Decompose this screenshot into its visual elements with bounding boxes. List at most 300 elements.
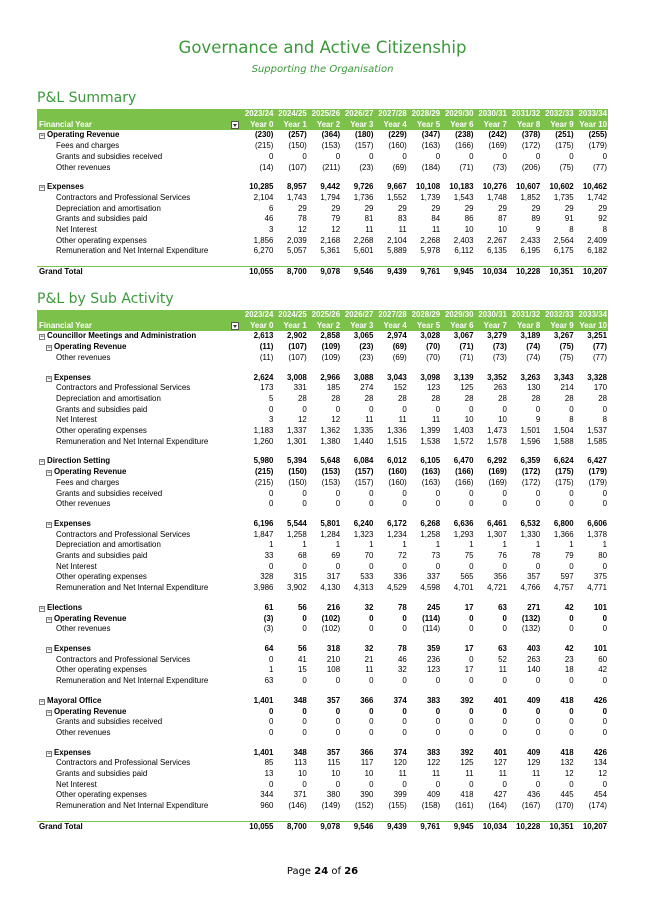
value-cell: 17 [464,665,474,675]
group-row [37,182,608,193]
value-cell: 41 [297,654,307,664]
header-year-label: Year 5 [408,120,441,131]
value-cell: 1 [535,540,541,550]
value-cell: 9,761 [408,267,441,278]
value-cell: 113 [294,758,307,768]
spacer-cell [37,364,608,373]
row-label-cell [37,748,241,759]
value-cell: 1,736 [353,192,374,202]
value-cell: 0 [302,561,307,571]
value-cell: 399 [393,790,407,800]
value-cell: 1,301 [286,436,307,446]
value-cell: 0 [402,613,407,623]
value-cell: 42 [598,665,607,675]
value-cell: 356 [493,572,507,582]
value-cell: 0 [602,499,607,509]
value-cell: 1,552 [387,192,407,202]
value-cell: 9,546 [341,267,374,278]
value-cell: 0 [369,613,374,623]
collapse-icon[interactable]: − [47,709,51,716]
value-cell: 5,978 [420,246,441,256]
value-cell: 0 [602,779,607,789]
value-cell: 1,440 [353,436,374,446]
value-cell: 3,343 [553,372,574,382]
value-cell: 0 [469,717,474,727]
group-row [37,467,608,478]
value-cell: 0 [502,706,507,716]
value-cell: 409 [527,747,541,757]
value-cell: 0 [502,499,507,509]
collapse-icon[interactable]: − [47,375,51,382]
value-cell: 0 [402,151,407,161]
row-label-cell [37,415,241,426]
value-cell: 21 [364,654,374,664]
value-cell: 375 [593,572,607,582]
value-cell: 1,234 [387,529,407,539]
table-row [37,717,608,728]
value-cell: (169) [488,467,507,477]
row-label: Other operating expenses [56,572,147,582]
value-cell: 0 [402,717,407,727]
value-cell: 1,258 [420,529,441,539]
value-cell: 28 [398,393,407,403]
collapse-icon[interactable]: − [47,521,51,528]
collapse-icon[interactable]: − [40,334,44,341]
value-cell: (169) [488,141,507,151]
value-cell: 1,378 [587,529,607,539]
group-row [37,519,608,530]
value-cell: 2,268 [353,235,374,245]
row-label-cell [37,193,241,204]
value-cell: 29 [598,203,607,213]
value-cell: 9,761 [408,821,441,832]
value-cell: 0 [335,561,341,571]
page-total: 26 [344,866,359,877]
value-cell: 87 [498,214,507,224]
value-cell: 11 [365,225,374,235]
row-label: Operating Revenue [54,342,127,352]
value-cell: 0 [569,499,574,509]
value-cell: 401 [493,747,507,757]
row-label-cell [37,530,241,541]
value-cell: 3,902 [286,583,307,593]
value-cell: 2,902 [286,331,307,341]
value-cell: 392 [460,747,474,757]
value-cell: 9,442 [320,182,341,192]
row-label-cell [37,624,241,635]
value-cell: (211) [322,162,341,172]
value-cell: 263 [527,654,541,664]
value-cell: 0 [469,676,474,686]
value-cell: 63 [264,676,274,686]
row-label-cell [37,696,241,707]
value-cell: 1,856 [253,235,274,245]
value-cell: 348 [293,695,307,705]
value-cell: (175) [555,477,574,487]
value-cell: (14) [259,162,274,172]
value-cell: (179) [588,467,607,477]
value-cell: 0 [302,676,307,686]
value-cell: 0 [469,561,474,571]
row-label-cell [37,130,241,141]
value-cell: 0 [369,488,374,498]
value-cell: 0 [469,624,474,634]
row-label: Net Interest [56,225,97,235]
value-cell: 0 [435,404,441,414]
value-cell: 134 [593,758,607,768]
value-cell: (107) [288,162,307,172]
table-row [37,437,608,448]
value-cell: 84 [431,214,441,224]
header-year-label: Year 4 [374,120,407,131]
value-cell: 4,529 [387,583,407,593]
value-cell: 348 [293,747,307,757]
spacer-row [37,739,608,748]
value-cell: 123 [427,665,441,675]
value-cell: 2,039 [286,235,307,245]
value-cell: 11 [398,225,407,235]
row-label-cell [37,499,241,510]
value-cell: 2,974 [387,331,407,341]
value-cell: 8 [569,415,574,425]
value-cell: 23 [564,654,574,664]
value-cell: 0 [469,727,474,737]
value-cell: 3,098 [420,372,441,382]
value-cell: 0 [402,676,407,686]
value-cell: (169) [488,477,507,487]
value-cell: 85 [264,758,274,768]
collapse-icon[interactable]: − [47,470,51,477]
value-cell: 0 [402,561,407,571]
table-row [37,499,608,510]
value-cell: 0 [502,151,507,161]
value-cell: (170) [555,801,574,811]
row-label-cell [37,655,241,666]
row-label-cell [37,394,241,405]
summary-table [37,109,608,278]
value-cell: 10,351 [541,267,574,278]
value-cell: 10,285 [249,182,274,192]
value-cell: 371 [293,790,307,800]
row-label-cell [37,572,241,583]
table-row [37,415,608,426]
value-cell: 1,330 [520,529,541,539]
table-row [37,163,608,174]
row-label: Grants and subsidies received [56,488,163,498]
value-cell: 6,270 [253,246,274,256]
row-label: Contractors and Professional Services [56,758,191,768]
value-cell: 10,276 [482,182,507,192]
row-label: Grants and subsidies paid [56,551,148,561]
value-cell: 10,207 [575,267,608,278]
value-cell: 2,966 [320,372,341,382]
value-cell: (74) [526,342,541,352]
value-cell: 1,366 [553,529,574,539]
row-label: Other operating expenses [56,665,147,675]
row-label: Other revenues [56,499,111,509]
page-number: 24 [314,866,329,877]
value-cell: 8,700 [274,821,307,832]
value-cell: 359 [427,643,441,653]
header-year: 2029/30 [441,109,474,120]
table-row [37,780,608,791]
value-cell: 1,401 [253,695,274,705]
value-cell: 0 [335,706,341,716]
value-cell: 0 [268,488,274,498]
value-cell: 4,701 [453,583,474,593]
collapse-icon[interactable]: − [47,616,51,623]
value-cell: 42 [564,643,574,653]
value-cell: 32 [364,643,374,653]
value-cell: 9,667 [387,182,407,192]
header-year-label: Year 9 [541,321,574,332]
value-cell: 173 [260,383,274,393]
value-cell: 1,337 [286,426,307,436]
row-label-cell [37,426,241,437]
value-cell: 28 [598,393,607,403]
value-cell: 185 [326,383,341,393]
value-cell: 6,135 [487,246,507,256]
row-label: Other revenues [56,727,111,737]
table-row [37,141,608,152]
spacer-row [37,687,608,696]
value-cell: 0 [268,404,274,414]
value-cell: 1 [602,540,607,550]
value-cell: 9,078 [308,821,341,832]
value-cell: (172) [521,477,541,487]
header-year: 2024/25 [274,310,307,321]
value-cell: 6,268 [420,518,441,528]
value-cell: 6,470 [453,456,474,466]
value-cell: 70 [364,551,374,561]
header-year-label: Year 2 [308,120,341,131]
collapse-icon[interactable]: − [47,750,51,757]
value-cell: 0 [502,717,507,727]
value-cell: 12 [564,769,574,779]
collapse-icon[interactable]: − [40,133,44,140]
value-cell: 0 [602,624,607,634]
value-cell: 3,008 [286,372,307,382]
value-cell: 0 [435,561,441,571]
row-label: Depreciation and amortisation [56,393,161,403]
value-cell: 0 [469,613,474,623]
value-cell: 29 [297,203,307,213]
value-cell: 374 [393,695,407,705]
value-cell: 0 [602,613,607,623]
value-cell: 427 [493,790,507,800]
value-cell: 0 [268,727,274,737]
value-cell: (74) [526,352,541,362]
value-cell: (179) [588,141,607,151]
collapse-icon[interactable]: − [40,605,44,612]
value-cell: 436 [527,790,541,800]
value-cell: (174) [588,801,607,811]
value-cell: 383 [427,695,441,705]
value-cell: 3 [268,225,274,235]
row-label: Operating Revenue [54,613,127,623]
header-year: 2030/31 [475,109,508,120]
group-row [37,456,608,467]
header-year: 2032/33 [541,109,574,120]
header-year: 2032/33 [541,310,574,321]
collapse-icon[interactable]: − [40,698,44,705]
value-cell: 6,195 [520,246,541,256]
row-label: Expenses [47,182,84,192]
row-label: Remuneration and Net Internal Expenditure [56,436,209,446]
row-label: Other operating expenses [56,235,147,245]
value-cell: (163) [421,467,441,477]
value-cell: 409 [427,790,441,800]
table-row [37,405,608,416]
value-cell: 0 [268,654,274,664]
value-cell: 426 [593,747,607,757]
spacer-cell [37,635,608,644]
value-cell: 3,279 [487,331,507,341]
row-label: Elections [47,602,83,612]
value-cell: 1,401 [253,747,274,757]
table-row [37,572,608,583]
value-cell: 10,108 [416,182,441,192]
header-year: 2024/25 [274,109,307,120]
row-label-cell [37,405,241,416]
value-cell: 357 [326,695,341,705]
value-cell: 101 [593,643,607,653]
value-cell: 3,352 [487,372,507,382]
value-cell: 10,351 [541,821,574,832]
table-row [37,728,608,739]
value-cell: (109) [321,342,341,352]
value-cell: 0 [369,499,374,509]
value-cell: 10,034 [475,267,508,278]
value-cell: 3,328 [587,372,607,382]
value-cell: 426 [593,695,607,705]
value-cell: 3,251 [587,331,607,341]
value-cell: 0 [335,779,341,789]
value-cell: 6,606 [587,518,607,528]
value-cell: 0 [369,151,374,161]
header-year-label: Year 0 [241,321,274,332]
value-cell: (160) [388,477,407,487]
value-cell: 1,537 [587,426,607,436]
value-cell: 10 [297,769,307,779]
collapse-icon[interactable]: − [47,646,51,653]
row-label-cell [37,801,241,812]
value-cell: 10,228 [508,267,541,278]
value-cell: 0 [535,779,541,789]
filter-dropdown-icon[interactable] [231,322,239,330]
value-cell: 10 [464,415,474,425]
value-cell: (69) [392,342,407,352]
value-cell: 1,336 [387,426,407,436]
value-cell: (114) [422,613,441,623]
table-row [37,353,608,364]
table-row [37,676,608,687]
value-cell: 69 [331,551,341,561]
row-label: Fees and charges [56,141,120,151]
value-cell: 117 [360,758,374,768]
page-title: Governance and Active Citizenship [178,38,467,57]
value-cell: 28 [364,393,374,403]
value-cell: 0 [369,561,374,571]
value-cell: 0 [402,499,407,509]
value-cell: 357 [527,572,541,582]
header-year: 2026/27 [341,310,374,321]
spacer-cell [37,812,608,822]
collapse-icon[interactable]: − [40,459,44,466]
value-cell: 3,189 [520,331,541,341]
value-cell: 10 [498,225,507,235]
header-row-labels [37,321,608,332]
spacer-row [37,510,608,519]
row-label: Other revenues [56,352,111,362]
value-cell: 78 [398,643,407,653]
value-cell: 0 [569,488,574,498]
header-row-years [37,109,608,120]
value-cell: 245 [427,602,441,612]
value-cell: 80 [598,551,607,561]
value-cell: 2,104 [253,192,274,202]
value-cell: 0 [502,488,507,498]
header-year-label: Year 6 [441,321,474,332]
value-cell: 10,228 [508,821,541,832]
value-cell: (152) [355,801,374,811]
value-cell: 0 [435,488,441,498]
value-cell: 11 [465,769,474,779]
value-cell: 533 [360,572,374,582]
value-cell: 318 [326,643,341,653]
value-cell: 0 [369,676,374,686]
filter-dropdown-icon[interactable] [231,121,239,129]
value-cell: (73) [492,342,507,352]
value-cell: 10,602 [549,182,574,192]
row-label: Operating Revenue [54,706,127,716]
value-cell: 337 [427,572,441,582]
row-label: Other operating expenses [56,426,147,436]
header-year: 2023/24 [241,310,274,321]
value-cell: 91 [564,214,574,224]
value-cell: 0 [535,488,541,498]
row-label: Grand Total [39,821,83,831]
value-cell: (215) [254,467,274,477]
value-cell: 78 [398,602,407,612]
header-year-label: Year 7 [475,321,508,332]
header-year: 2033/34 [575,109,608,120]
value-cell: 0 [302,404,307,414]
row-label: Contractors and Professional Services [56,192,191,202]
header-corner [37,109,241,120]
value-cell: 8 [602,225,607,235]
value-cell: 3,139 [453,372,474,382]
value-cell: 28 [431,393,441,403]
collapse-icon[interactable]: − [40,185,44,192]
value-cell: 64 [264,643,274,653]
value-cell: 0 [335,499,341,509]
row-label: Expenses [54,643,91,653]
value-cell: 0 [602,404,607,414]
value-cell: 0 [435,499,441,509]
value-cell: (77) [592,342,607,352]
value-cell: 6,112 [454,246,474,256]
value-cell: (166) [455,141,474,151]
collapse-icon[interactable]: − [47,345,51,352]
value-cell: 0 [369,706,374,716]
row-label: Grants and subsidies paid [56,214,148,224]
row-label-cell [37,204,241,215]
value-cell: 2,858 [320,331,341,341]
header-year: 2031/32 [508,109,541,120]
row-label-cell [37,728,241,739]
value-cell: 75 [464,551,474,561]
